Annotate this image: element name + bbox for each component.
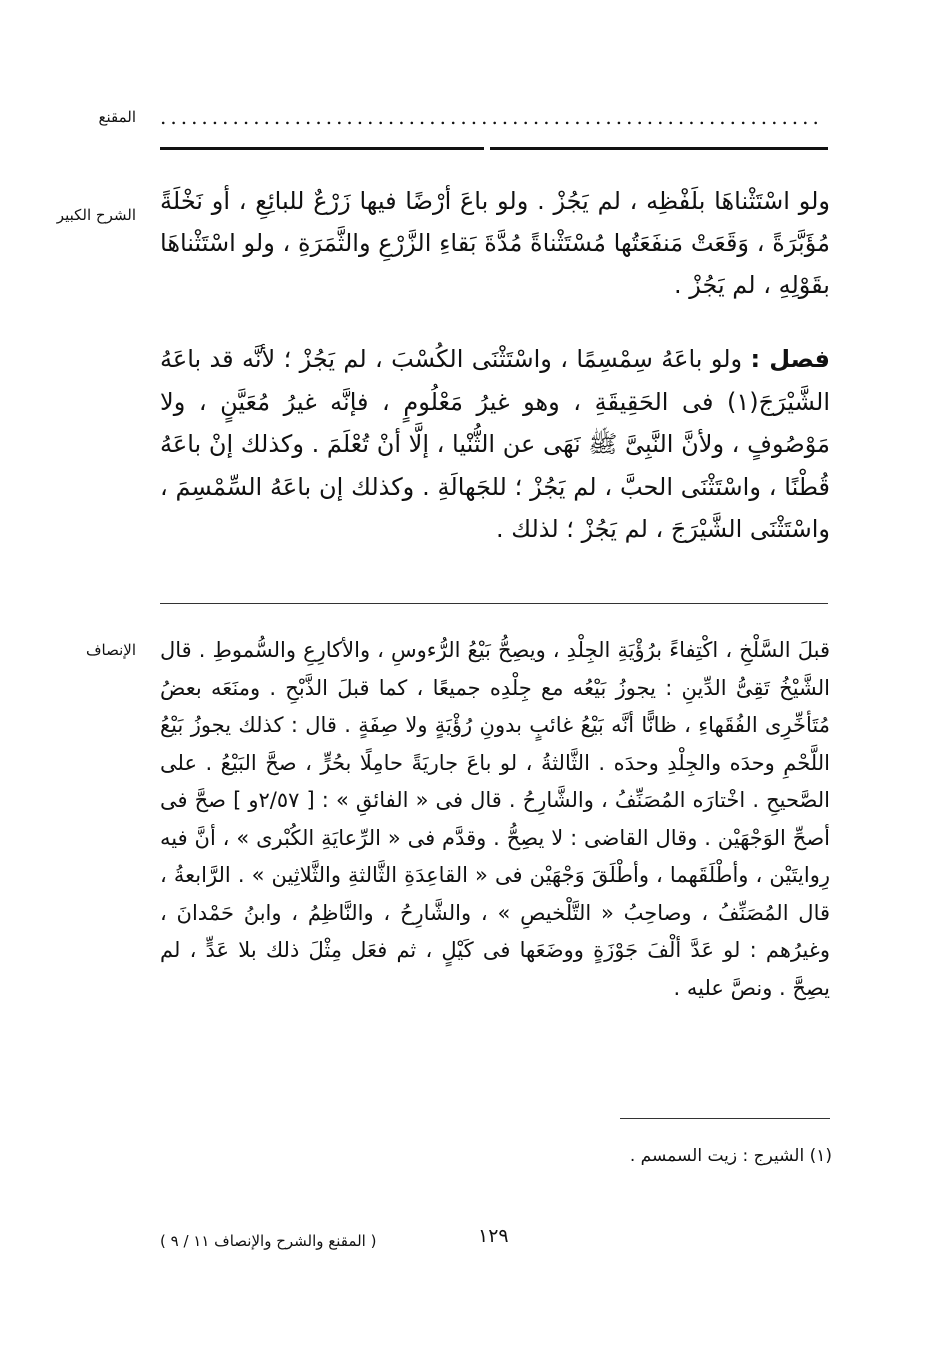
header-rule-right	[490, 147, 828, 150]
fasl-section	[160, 338, 830, 551]
header-dotted-line: ................................................................	[160, 105, 823, 129]
sharh-label: الشرح الكبير	[56, 206, 136, 224]
page-number: ١٢٩	[478, 1225, 509, 1247]
fasl-text: ولو باعَهُ سِمْسِمًا ، واسْتَثْنَى الكُسْبَ ، لم يَجُزْ ؛ لأنَّه قد باعَهُ الشَّيْرَجَ(١) فى الحَقِيقَةِ ، وهو غيرُ مَعْلُومٍ ، فإنَّه غيرُ مُعَيَّنٍ ، ولا مَوْصُوفٍ ، ولأنَّ النَّبِىَّ ﷺ نَهَى عن الثُّنْيا ، إلَّا أنْ تُعْلَمَ . وكذلك إنْ باعَهُ قُطْنًا ، واسْتَثْنَى الحبَّ ، لم يَجُزْ ؛ للجَهالَةِ . وكذلك إن باعَهُ السِّمْسِمَ ، واسْتَثْنَى الشَّيْرَجَ ، لم يَجُزْ ؛ لذلك .	[160, 345, 830, 543]
fasl-heading: فصل :	[750, 345, 830, 373]
sharh-text	[160, 180, 830, 306]
section-divider	[160, 603, 828, 604]
header-rule-left	[160, 147, 484, 150]
book-signature: ( المقنع والشرح والإنصاف ١١ / ٩ )	[160, 1232, 377, 1250]
insaf-label: الإنصاف	[85, 641, 136, 659]
insaf-paragraph: قبلَ السَّلْخِ ، اكْتِفاءً برُؤْيَةِ الجِلْدِ ، ويصِحُّ بَيْعُ الرُّءوسِ ، والأكارِعِ والسُّموطِ . قال الشَّيْخُ تَقِىُّ الدِّينِ : يجوزُ بَيْعُه مع جِلْدِه جميعًا ، كما قبلَ الذَّبْحِ . ومنَعَه بعضُ مُتَأخِّرِى الفُقَهاءِ ، ظانًّا أنَّه بَيْعُ غائبٍ بدونِ رُؤْيَةٍ ولا صِفَةٍ . قال : كذلك يجوزُ بَيْعُ اللَّحْمِ وحدَه والجِلْدِ وحدَه . الثَّالثةُ ، لو باعَ جاريَةً حامِلًا بحُرٍّ ، صحَّ البَيْعُ . على الصَّحيحِ . اخْتارَه المُصَنِّفُ ، والشَّارِحُ . قال فى « الفائقِ » : [ ٢/٥٧و ] صحَّ فى أصحِّ الوَجْهَيْن . وقال القاضى : لا يصِحُّ . وقدَّم فى « الرِّعايَةِ الكُبْرى » ، أنَّ فيه رِوايتَيْن ، وأطْلَقَهما ، وأطْلَقَ وَجْهَيْن فى « القاعِدَةِ الثَّالثةِ والثَّلاثِين » . الرَّابعةُ ، قال المُصَنِّفُ ، وصاحِبُ « التَّلْخيصِ » ، والشَّارِحُ ، والنَّاظِمُ ، وابنُ حَمْدانَ ، وغيرُهم : لو عَدَّ ألْفَ جَوْزَةٍ ووضَعَها فى كَيْلٍ ، ثم فعَل مِثْلَ ذلك بلا عَدٍّ ، لم يصِحَّ . ونصَّ عليه .	[160, 638, 830, 1000]
sharh-paragraph: ولو اسْتَثْناهَا بلَفْظِه ، لم يَجُزْ . ولو باعَ أرْضًا فيها زَرْعٌ للبائِعِ ، أو نَخْلَةً مُؤَبَّرَةً ، وَقَعَتْ مَنفَعَتُها مُسْتَثْناةً مُدَّةَ بَقاءِ الزَّرْعِ والثَّمَرَةِ ، ولو اسْتَثْناهَا بقَوْلِهِ ، لم يَجُزْ .	[160, 187, 830, 299]
footnote: (١) الشيرج : زيت السمسم .	[629, 1146, 832, 1166]
footnote-rule	[620, 1118, 830, 1119]
insaf-text	[160, 632, 830, 1007]
fasl-paragraph	[160, 338, 830, 551]
header-title: المقنع	[98, 108, 136, 126]
